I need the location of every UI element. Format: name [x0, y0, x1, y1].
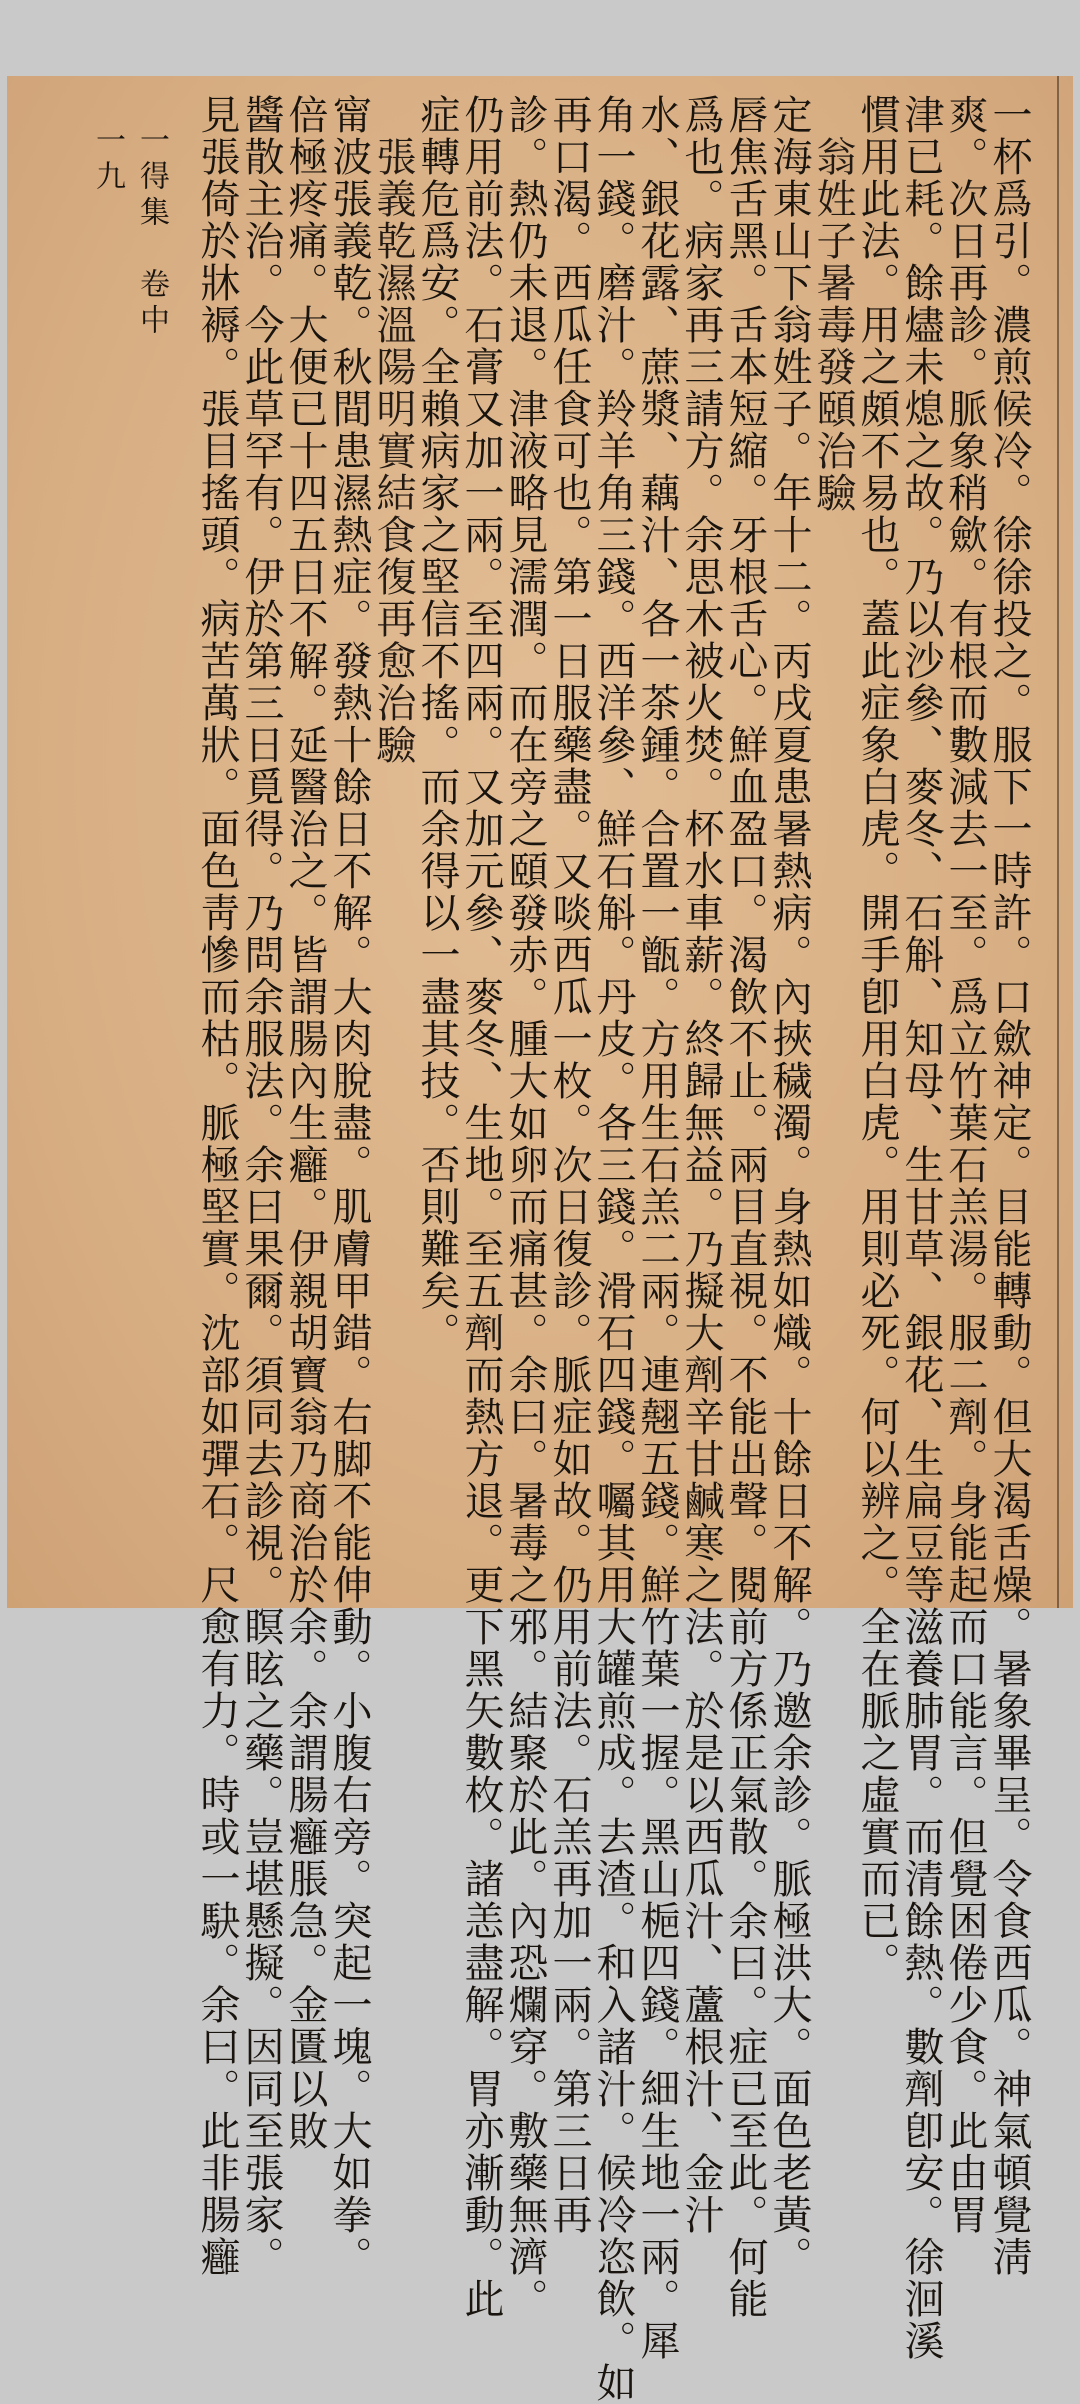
text-column: 慣用此法。用之頗不易也。蓋此症象白虎。開手卽用白虎。用則必死。何以辨之。全在脈之虛實而已。 — [854, 94, 900, 1984]
text-column: 津已耗。餘燼未熄之故。乃以沙參、麥冬、石斛、知母、生甘草、銀花、生扁豆等滋養肺胃。而清餘熱。數劑卽安。徐洄溪 — [898, 94, 944, 2362]
section-heading: 張義乾濕溫陽明實結食復再愈治驗 — [370, 136, 416, 766]
page-number: 一九 — [90, 124, 125, 196]
page-footer — [90, 94, 173, 1534]
text-column: 倍極疼痛。大便已十四五日不解。延醫治之。皆謂腸內生癰。伊親胡寶翁乃商治於余。余謂腸癰脹急。金匱以敗 — [282, 94, 328, 2152]
text-column: 再口渴。西瓜任食可也。第一日服藥盡。又啖西瓜一枚。次日復診。脈症如故。仍用前法。石羔再加一兩。第三日再 — [546, 94, 592, 2236]
text-column: 見張倚於牀褥。張目搖頭。病苦萬狀。面色靑慘而枯。脈極堅實。沈部如彈石。尺愈有力。時或一駃。余曰。此非腸癰 — [194, 94, 240, 2278]
text-column: 診。熱仍未退。津液略見濡潤。而在旁之頤發赤。腫大如卵而痛甚。余曰。暑毒之邪。結聚於此。內恐爛穿。敷藥無濟。 — [502, 94, 548, 2320]
text-column: 定海東山下翁姓子。年十二。丙戌夏患暑熱病。內挾穢濁。身熱如熾。十餘日不解。乃邀余診。脈極洪大。面色老黃。 — [766, 94, 812, 2278]
column-gap — [173, 94, 195, 1534]
text-column: 甯波張義乾。秋間患濕熱症。發熱十餘日不解。大肉脫盡。肌膚甲錯。右脚不能伸動。小腹右旁。突起一塊。大如拳。 — [326, 94, 372, 2278]
text-column: 爲也。病家再三請方。余思木被火焚。杯水車薪。終歸無益。乃擬大劑辛甘鹹寒之法。於是以西瓜汁、蘆根汁、金汁 — [678, 94, 724, 2236]
text-column: 角一錢。磨汁。羚羊角三錢。西洋參、鮮石斛。丹皮。各三錢。滑石四錢。囑其用大罐煎成。去渣。和入諸汁。候冷恣飲。如 — [590, 94, 636, 2404]
text-column: 一杯爲引。濃煎候冷。徐徐投之。服下一時許。口歛神定。目能轉動。但大渴舌燥。暑象畢呈。令食西瓜。神氣頓覺淸 — [986, 94, 1032, 2278]
text-column: 唇焦舌黑。舌本短縮。牙根舌心。鮮血盈口。渴飲不止。兩目直視。不能出聲。閱前方係正氣散。余曰。症已至此。何能 — [722, 94, 768, 2320]
text-column: 爽。次日再診。脈象稍歛。有根而數減去一至。爲立竹葉石羔湯。服二劑。身能起而口能言。但覺困倦少食。此由胃 — [942, 94, 988, 2236]
book-page — [7, 76, 1073, 2404]
vertical-text-area — [31, 94, 1032, 2404]
book-title: 一得集 卷中 — [134, 124, 169, 340]
text-column: 仍用前法。石膏又加一兩。至四兩。又加元參、麥冬、生地。至五劑而熱方退。更下黑矢數枚。諸恙盡解。胃亦漸動。此 — [458, 94, 504, 2320]
section-heading: 翁姓子暑毒發頤治驗 — [810, 136, 856, 514]
text-column: 水、銀花露、蔗漿、藕汁、各一茶鍾。合置一甑。方用生石羔二兩。連翹五錢。鮮竹葉一握。黑山梔四錢。細生地一兩。犀 — [634, 94, 680, 2362]
text-column: 症轉危爲安。全賴病家之堅信不搖。而余得以一盡其技。否則難矣。 — [414, 94, 460, 1354]
page-edge-line — [1057, 76, 1059, 1608]
text-column: 醬散主治。今此草罕有。伊於第三日覓得。乃問余服法。余曰果爾。須同去診視。瞑眩之藥。豈堪懸擬。因同至張家。 — [238, 94, 284, 2278]
